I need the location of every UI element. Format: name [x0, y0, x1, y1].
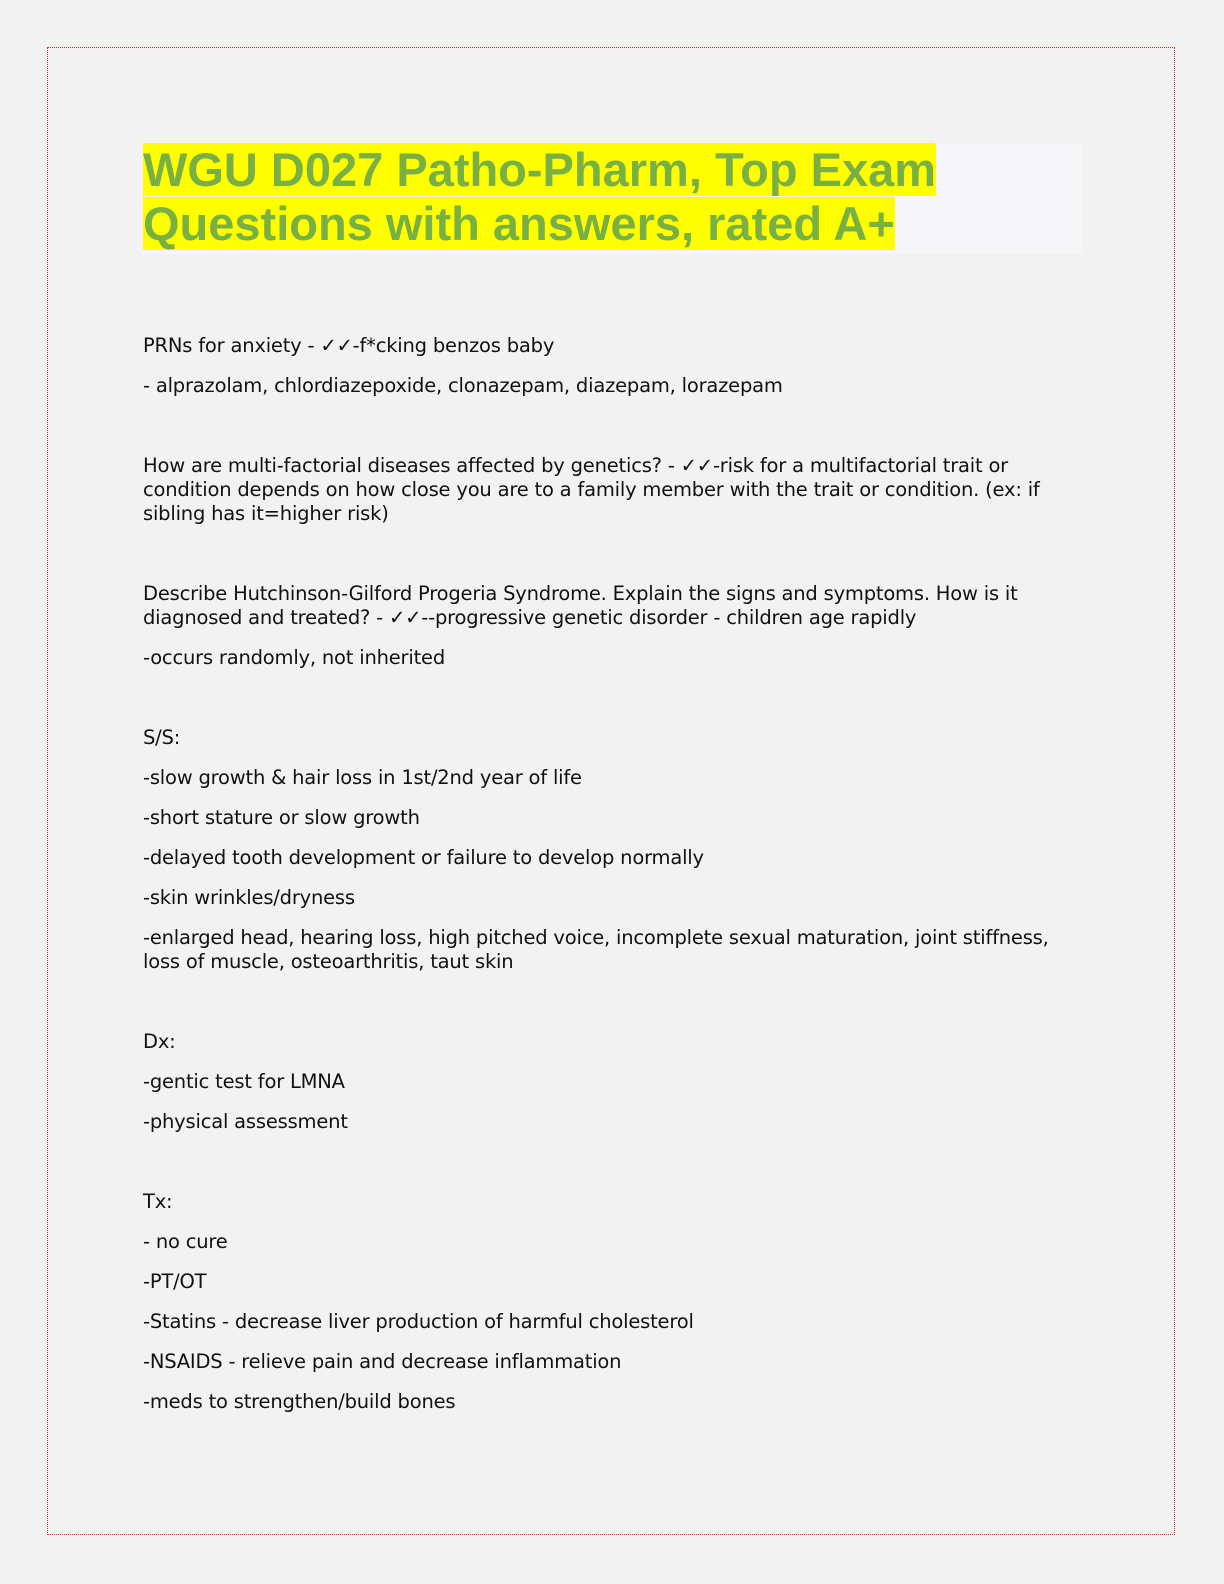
list-item: -skin wrinkles/dryness: [143, 886, 355, 909]
section-heading-tx: Tx:: [143, 1190, 173, 1213]
qa-entry: [143, 334, 1083, 358]
list-item: -Statins - decrease liver production of harmful cholesterol: [143, 1310, 694, 1333]
checkmark-icon: ✓✓: [320, 334, 353, 357]
list-item: -PT/OT: [143, 1270, 207, 1293]
list-item: -slow growth & hair loss in 1st/2nd year of life: [143, 766, 582, 789]
document-title: WGU D027 Patho-Pharm, Top Exam Questions with answers, rated A+: [143, 143, 937, 250]
spacer: [143, 542, 1083, 582]
qa-entry: [143, 582, 1083, 630]
spacer: [143, 414, 1083, 454]
checkmark-icon: ✓✓: [680, 454, 713, 477]
list-item: -physical assessment: [143, 1110, 348, 1133]
spacer: [143, 990, 1083, 1030]
list-item: - no cure: [143, 1230, 228, 1253]
list-item: -NSAIDS - relieve pain and decrease inflammation: [143, 1350, 622, 1373]
question-text: How are multi-factorial diseases affected by genetics? -: [143, 454, 681, 477]
section-heading-ss: S/S:: [143, 726, 181, 749]
checkmark-icon: ✓✓: [389, 606, 422, 629]
question-text: Describe Hutchinson-Gilford Progeria Syndrome. Explain the signs and symptoms. How is it diagnosed and treated? -: [143, 582, 1018, 629]
answer-text: --progressive genetic disorder - children age rapidly: [421, 606, 917, 629]
question-text: PRNs for anxiety -: [143, 334, 321, 357]
list-item: -gentic test for LMNA: [143, 1070, 345, 1093]
spacer: [143, 686, 1083, 726]
answer-text: -risk for a multifactorial trait or condition depends on how close you are to a family member with the trait or condition. (ex: if sibling has it=higher risk): [143, 454, 1040, 525]
answer-text: -f*cking benzos baby: [352, 334, 555, 357]
document-body: [143, 334, 1083, 1430]
section-heading-dx: Dx:: [143, 1030, 176, 1053]
detail-line: -occurs randomly, not inherited: [143, 646, 446, 669]
list-item: -delayed tooth development or failure to develop normally: [143, 846, 704, 869]
list-item: -enlarged head, hearing loss, high pitched voice, incomplete sexual maturation, joint stiffness, loss of muscle, osteoarthritis, taut skin: [143, 926, 1049, 973]
qa-entry: [143, 454, 1083, 526]
detail-line: - alprazolam, chlordiazepoxide, clonazepam, diazepam, lorazepam: [143, 374, 783, 397]
spacer: [143, 1150, 1083, 1190]
title-block: [143, 143, 1083, 254]
list-item: -short stature or slow growth: [143, 806, 420, 829]
list-item: -meds to strengthen/build bones: [143, 1390, 456, 1413]
